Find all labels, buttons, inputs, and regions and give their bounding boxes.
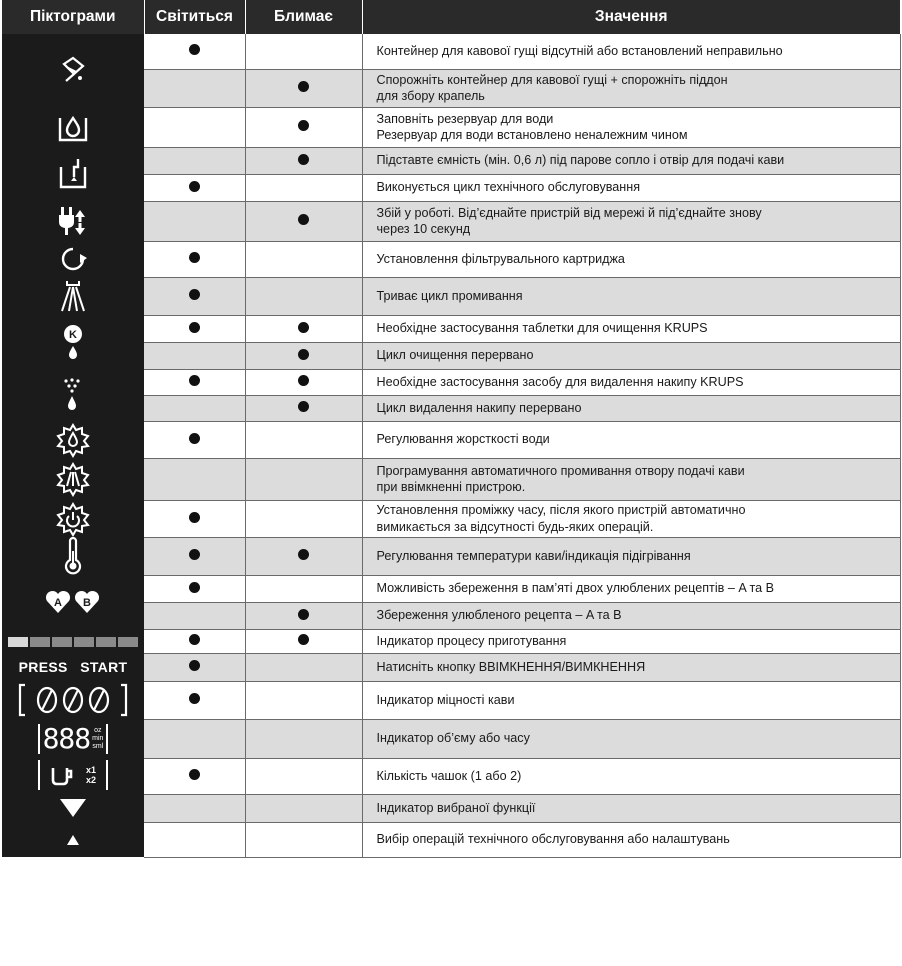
progress-segment [30,637,50,647]
blink-indicator-bullet [298,549,309,560]
blink-indicator-bullet [298,214,309,225]
lit-cell [144,315,245,342]
table-row [2,421,900,458]
blink-indicator-bullet [298,120,309,131]
lit-indicator-bullet [189,375,200,386]
meaning-cell: Необхідне застосування засобу для видалення накипу KRUPS [362,369,900,395]
press-start-text: PRESS START [18,659,128,675]
lit-cell [144,174,245,201]
meaning-cell: Можливість збереження в пам’яті двох улюблених рецептів – A та B [362,575,900,602]
lit-cell [144,107,245,147]
blink-cell [245,681,362,719]
blink-cell [245,719,362,758]
blink-indicator-bullet [298,375,309,386]
cleaning-tablet-icon [2,315,144,369]
header-icons: Піктограми [2,0,144,34]
meaning-cell: Збій у роботі. Від’єднайте пристрій від мережі й під’єднайте знову через 10 секунд [362,201,900,241]
lit-cell [144,537,245,575]
lit-cell [144,395,245,421]
lit-cell [144,458,245,500]
table-row [2,147,900,174]
volume-time-display-icon [2,719,144,758]
favorite-b-letter: B [83,597,91,609]
meaning-cell: Збереження улюбленого рецепта – A та B [362,602,900,629]
coffee-strength-icon [2,681,144,719]
lit-cell [144,653,245,681]
lit-indicator-bullet [189,512,200,523]
table-row [2,681,900,719]
lit-cell [144,69,245,107]
lit-indicator-bullet [189,289,200,300]
lit-cell [144,822,245,857]
steam-nozzle-icon [2,147,144,201]
meaning-cell: Контейнер для кавової гущі відсутній або встановлений неправильно [362,34,900,69]
table-row [2,201,900,241]
blink-cell [245,575,362,602]
table-row [2,107,900,147]
up-arrow-icon [2,822,144,857]
blink-cell [245,342,362,369]
blink-cell [245,458,362,500]
blink-cell [245,34,362,69]
blink-cell [245,822,362,857]
page [2,0,900,966]
lit-indicator-bullet [189,660,200,671]
press-start-label [2,653,144,681]
table-header [2,0,900,34]
favorites-ab-icon [2,575,144,629]
thermometer-icon [2,537,144,575]
blink-cell [245,315,362,342]
header-lit: Світиться [144,0,245,34]
lit-cell [144,342,245,369]
lit-cell [144,277,245,315]
blink-indicator-bullet [298,401,309,412]
blink-cell [245,241,362,277]
table-row [2,758,900,794]
meaning-cell: Установлення фільтрувального картриджа [362,241,900,277]
meaning-cell: Регулювання жорсткості води [362,421,900,458]
table-row [2,653,900,681]
table-row [2,629,900,653]
selected-function-arrow-icon [2,794,144,822]
lit-cell [144,201,245,241]
blink-cell [245,395,362,421]
rinse-icon [2,277,144,315]
meaning-cell: Кількість чашок (1 або 2) [362,758,900,794]
meaning-cell: Вибір операцій технічного обслуговування або налаштувань [362,822,900,857]
descale-k-letter: K [69,329,77,341]
lit-indicator-bullet [189,634,200,645]
progress-segment [96,637,116,647]
table-row [2,719,900,758]
water-tank-icon [2,107,144,147]
filter-cartridge-icon [2,241,144,277]
blink-cell [245,277,362,315]
blink-indicator-bullet [298,609,309,620]
blink-indicator-bullet [298,322,309,333]
blink-cell [245,500,362,537]
pictogram-table [2,0,901,858]
meaning-cell: Регулювання температури кави/індикація підігрівання [362,537,900,575]
meaning-cell: Спорожніть контейнер для кавової гущі + спорожніть піддон для збору крапель [362,69,900,107]
lit-cell [144,681,245,719]
lit-indicator-bullet [189,582,200,593]
meaning-cell: Натисніть кнопку ВВІМКНЕННЯ/ВИМКНЕННЯ [362,653,900,681]
lit-indicator-bullet [189,769,200,780]
table-row [2,822,900,857]
lit-cell [144,575,245,602]
plug-error-icon [2,201,144,241]
lit-cell [144,500,245,537]
water-hardness-gear-icon [2,421,144,458]
meaning-cell: Установлення проміжку часу, після якого пристрій автоматично вимикається за відсутності будь-яких операцій. [362,500,900,537]
lit-cell [144,602,245,629]
lit-indicator-bullet [189,322,200,333]
progress-segment [8,637,28,647]
blink-indicator-bullet [298,634,309,645]
blink-cell [245,369,362,395]
lit-indicator-bullet [189,549,200,560]
blink-indicator-bullet [298,81,309,92]
progress-bar-icon [2,629,144,653]
table-row [2,575,900,602]
table-row [2,241,900,277]
display-units: oz min sml [92,726,104,750]
blink-indicator-bullet [298,154,309,165]
lit-indicator-bullet [189,44,200,55]
table-row [2,277,900,315]
blink-cell [245,602,362,629]
lit-cell [144,241,245,277]
display-digits: 888 [42,721,91,755]
meaning-cell: Індикатор об’єму або часу [362,719,900,758]
blink-cell [245,174,362,201]
blink-cell [245,537,362,575]
blink-cell [245,69,362,107]
favorite-a-letter: A [54,597,62,609]
table-row [2,34,900,69]
blink-cell [245,758,362,794]
table-row [2,458,900,500]
meaning-cell: Індикатор вибраної функції [362,794,900,822]
lit-indicator-bullet [189,433,200,444]
meaning-cell: Програмування автоматичного промивання отвору подачі кави при ввімкненні пристрою. [362,458,900,500]
table-row [2,537,900,575]
progress-segment [52,637,72,647]
table-row [2,500,900,537]
cup-count-labels: x1 x2 [85,764,96,785]
meaning-cell: Цикл видалення накипу перервано [362,395,900,421]
lit-cell [144,34,245,69]
progress-segment [74,637,94,647]
lit-cell [144,629,245,653]
meaning-cell: Індикатор міцності кави [362,681,900,719]
meaning-cell: Підставте ємність (мін. 0,6 л) під парове сопло і отвір для подачі кави [362,147,900,174]
blink-cell [245,653,362,681]
table-row [2,315,900,342]
blink-indicator-bullet [298,349,309,360]
auto-off-gear-icon [2,500,144,537]
header-blink: Блимає [245,0,362,34]
grounds-container-icon [2,34,144,107]
meaning-cell: Індикатор процесу приготування [362,629,900,653]
blink-cell [245,147,362,174]
lit-cell [144,369,245,395]
cup-count-icon [2,758,144,794]
table-row [2,794,900,822]
meaning-cell: Необхідне застосування таблетки для очищення KRUPS [362,315,900,342]
blink-cell [245,201,362,241]
lit-cell [144,421,245,458]
header-meaning: Значення [362,0,900,34]
lit-cell [144,794,245,822]
lit-indicator-bullet [189,252,200,263]
cup-icon [53,768,71,784]
blink-cell [245,421,362,458]
lit-cell [144,147,245,174]
blink-cell [245,794,362,822]
progress-segment [118,637,138,647]
meaning-cell: Цикл очищення перервано [362,342,900,369]
meaning-cell: Виконується цикл технічного обслуговування [362,174,900,201]
table-row [2,369,900,395]
meaning-cell: Триває цикл промивання [362,277,900,315]
lit-cell [144,719,245,758]
descaling-icon [2,369,144,421]
meaning-cell: Заповніть резервуар для води Резервуар для води встановлено неналежним чином [362,107,900,147]
auto-rinse-gear-icon [2,458,144,500]
lit-indicator-bullet [189,181,200,192]
lit-indicator-bullet [189,693,200,704]
blink-cell [245,107,362,147]
lit-cell [144,758,245,794]
blink-cell [245,629,362,653]
